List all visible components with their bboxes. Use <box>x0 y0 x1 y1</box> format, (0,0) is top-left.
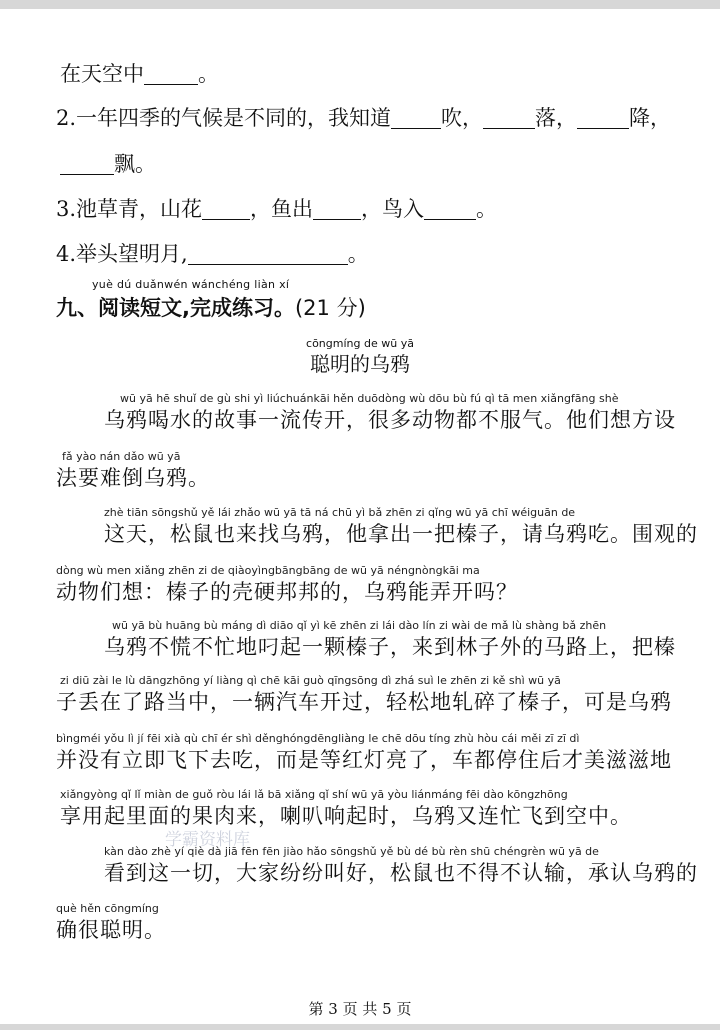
article-title-pinyin: cōngmíng de wū yā <box>306 337 414 350</box>
article-line: 享用起里面的果肉来，喇叭响起时，乌鸦又连忙飞到空中。 <box>60 804 632 828</box>
article-line: 乌鸦喝水的故事一流传开，很多动物都不服气。他们想方设 <box>104 408 676 432</box>
answer-blank[interactable] <box>313 197 361 220</box>
question-3: 3.池草青，山花 ，鱼出 ，鸟入 。 <box>56 197 498 221</box>
article-line: 子丢在了路当中，一辆汽车开过，轻松地轧碎了榛子，可是乌鸦 <box>56 690 672 714</box>
watermark: 学霸资料库 <box>165 830 250 850</box>
article-line: 乌鸦不慌不忙地叼起一颗榛子，来到林子外的马路上，把榛 <box>104 635 676 659</box>
question-2-cont: 飘。 <box>60 150 156 178</box>
article-line: 并没有立即飞下去吃，而是等红灯亮了，车都停住后才美滋滋地 <box>56 748 672 772</box>
section-score: (21 分) <box>294 296 366 320</box>
article-line-pinyin: wū yā bù huāng bù máng dì diāo qǐ yì kē zhēn zi lái dào lín zi wài de mǎ lù shàng bǎ zhēn <box>112 619 607 632</box>
bottom-border <box>0 1024 720 1030</box>
answer-blank[interactable] <box>391 106 441 129</box>
answer-blank[interactable] <box>202 197 250 220</box>
section-title-pinyin: yuè dú duǎnwén wánchéng liàn xí <box>92 278 290 291</box>
top-border <box>0 0 720 9</box>
question-2: 2.一年四季的气候是不同的，我知道 吹， 落， 降， <box>56 106 672 130</box>
article-line-pinyin: wū yā hē shuǐ de gù shi yì liúchuánkāi hěn duōdòng wù dōu bù fú qì tā men xiǎngfāng shè <box>120 392 619 405</box>
article-line-pinyin: què hěn cōngmíng <box>56 902 159 915</box>
article-line: 动物们想：榛子的壳硬邦邦的，乌鸦能弄开吗？ <box>56 580 518 604</box>
article-title: 聪明的乌鸦 <box>310 352 410 376</box>
article-line-pinyin: zi diū zài le lù dāngzhōng yí liàng qì chē kāi guò qīngsōng dì zhá suì le zhēn zi kě shì wū yā <box>60 674 561 687</box>
article-line-pinyin: dòng wù men xiǎng zhēn zi de qiàoyìngbāngbāng de wū yā néngnòngkāi ma <box>56 564 480 577</box>
page-number: 3 <box>328 1000 338 1018</box>
question-1-tail: 在天空中 。 <box>60 62 219 86</box>
article-line-pinyin: xiǎngyòng qǐ lǐ miàn de guǒ ròu lái lǎ bā xiǎng qǐ shí wū yā yòu liánmáng fēi dào kōngzhōng <box>60 788 568 801</box>
article-line-pinyin: kàn dào zhè yí qiè dà jiā fēn fēn jiào hǎo sōngshǔ yě bù dé bù rèn shū chéngrèn wū yā de <box>104 845 599 858</box>
page-footer: 第 3 页 共 5 页 <box>308 1000 412 1018</box>
article-line: 确很聪明。 <box>56 918 166 942</box>
article-line-pinyin: zhè tiān sōngshǔ yě lái zhǎo wū yā tā ná chū yì bǎ zhēn zi qǐng wū yā chī wéiguān de <box>104 506 576 519</box>
answer-blank[interactable] <box>424 197 476 220</box>
question-4: 4.举头望明月, 。 <box>56 242 369 266</box>
answer-blank[interactable] <box>144 62 198 85</box>
article-line-pinyin: fǎ yào nán dǎo wū yā <box>62 450 181 463</box>
answer-blank[interactable] <box>577 106 629 129</box>
answer-blank[interactable] <box>483 106 535 129</box>
article-line-pinyin: bìngméi yǒu lì jí fēi xià qù chī ér shì děnghóngdēngliàng le chē dōu tíng zhù hòu cái měi zī zī dì <box>56 732 580 745</box>
answer-blank[interactable] <box>188 242 348 265</box>
article-line: 这天，松鼠也来找乌鸦，他拿出一把榛子，请乌鸦吃。围观的 <box>104 522 698 546</box>
page-total: 5 <box>382 1000 392 1018</box>
section-title: 九、阅读短文,完成练习。(21 分) <box>56 296 366 320</box>
answer-blank[interactable] <box>60 152 114 175</box>
article-line: 看到这一切，大家纷纷叫好，松鼠也不得不认输，承认乌鸦的 <box>104 861 698 885</box>
article-line: 法要难倒乌鸦。 <box>56 466 210 490</box>
